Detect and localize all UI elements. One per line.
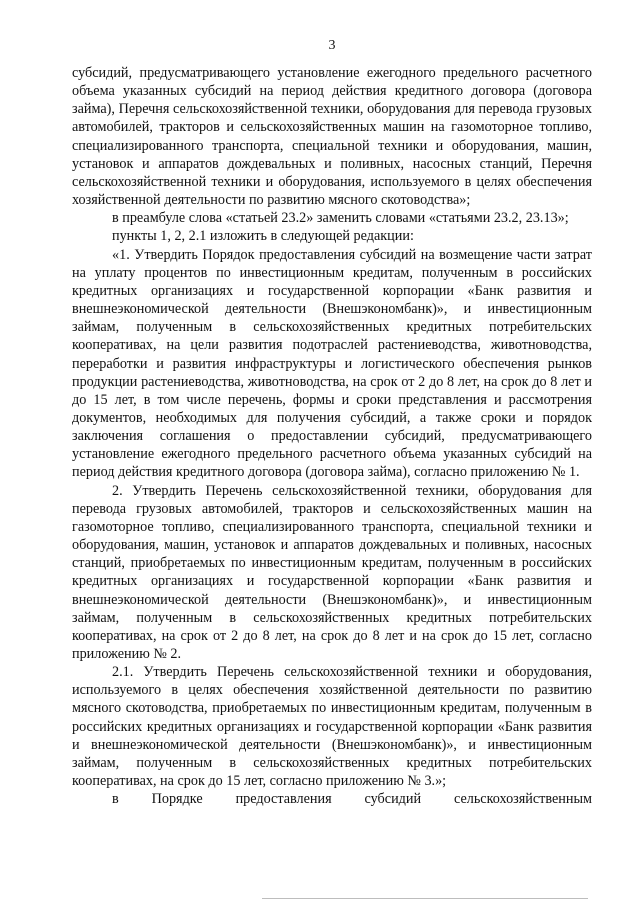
paragraph-point-2-1: 2.1. Утвердить Перечень сельскохозяйственной техники и оборудования, используемого в целях обеспечения хозяйственной деятельности по развитию мясного скотоводства, приобретаемых по инвестиционным кредитам, полученным в российских кредитных организациях и государственной корпорации «Банк развития и внешнеэкономической деятельности (Внешэкономбанк)», и инвестиционным займам, полученным в сельскохозяйственных кредитных потребительских кооперативах, на срок до 15 лет, согласно приложению № 3.»; [72, 664, 592, 790]
paragraph-procedure-amendment: в Порядке предоставления субсидий сельскохозяйственным [112, 791, 592, 808]
paragraph-point-1: «1. Утвердить Порядок предоставления субсидий на возмещение части затрат на уплату процентов по инвестиционным кредитам, полученным в российских кредитных организациях и государственной корпорации «Банк развития и внешнеэкономической деятельности (Внешэкономбанк)», и инвестиционным займам, полученным в сельскохозяйственных кредитных потребительских кооперативах, на цели развития подотраслей растениеводства, животноводства, переработки и развития инфраструктуры и логистического обеспечения рынков продукции растениеводства, животноводства, на срок от 2 до 8 лет, на срок до 8 лет и до 15 лет, в том числе перечень, формы и сроки представления и рассмотрения документов, необходимых для получения субсидий, а также сроки и порядок заключения соглашения о предоставлении субсидий, предусматривающего установление ежегодного предельного расчетного объема указанных субсидий на период действия кредитного договора (договора займа), согласно приложению № 1. [72, 246, 592, 481]
paragraph-point-2: 2. Утвердить Перечень сельскохозяйственной техники, оборудования для перевода грузовых автомобилей, тракторов и сельскохозяйственных машин на газомоторное топливо, специализированного транспорта, специальной техники и оборудования, машин, установок и аппаратов дождевальных и поливных, насосных станций, приобретаемых по инвестиционным кредитам, полученным в российских кредитных организациях и государственной корпорации «Банк развития и внешнеэкономической деятельности (Внешэкономбанк)», и инвестиционным займам, полученным в сельскохозяйственных кредитных потребительских кооперативах, на срок от 2 до 8 лет, на срок до 8 лет и на срок до 15 лет, согласно приложению № 2. [72, 482, 592, 662]
paragraph-continuation: субсидий, предусматривающего установление ежегодного предельного расчетного объема указанных субсидий на период действия кредитного договора (договора займа), Перечня сельскохозяйственной техники, оборудования для перевода грузовых автомобилей, тракторов и сельскохозяйственных машин на газомоторное топливо, специализированного транспорта, специальной техники и оборудования, машин, установок и аппаратов дождевальных и поливных, насосных станций, Перечня сельскохозяйственной техники и оборудования, используемого в целях обеспечения хозяйственной деятельности по развитию мясного скотоводства»; [72, 65, 592, 209]
page-number: 3 [328, 38, 336, 53]
document-page [72, 38, 592, 808]
document-body [72, 64, 592, 808]
paragraph-preamble-amendment: в преамбуле слова «статьей 23.2» заменить словами «статьями 23.2, 23.13»; [112, 210, 569, 227]
paragraph-points-intro: пункты 1, 2, 2.1 изложить в следующей редакции: [112, 228, 414, 245]
bottom-rule [262, 898, 588, 899]
